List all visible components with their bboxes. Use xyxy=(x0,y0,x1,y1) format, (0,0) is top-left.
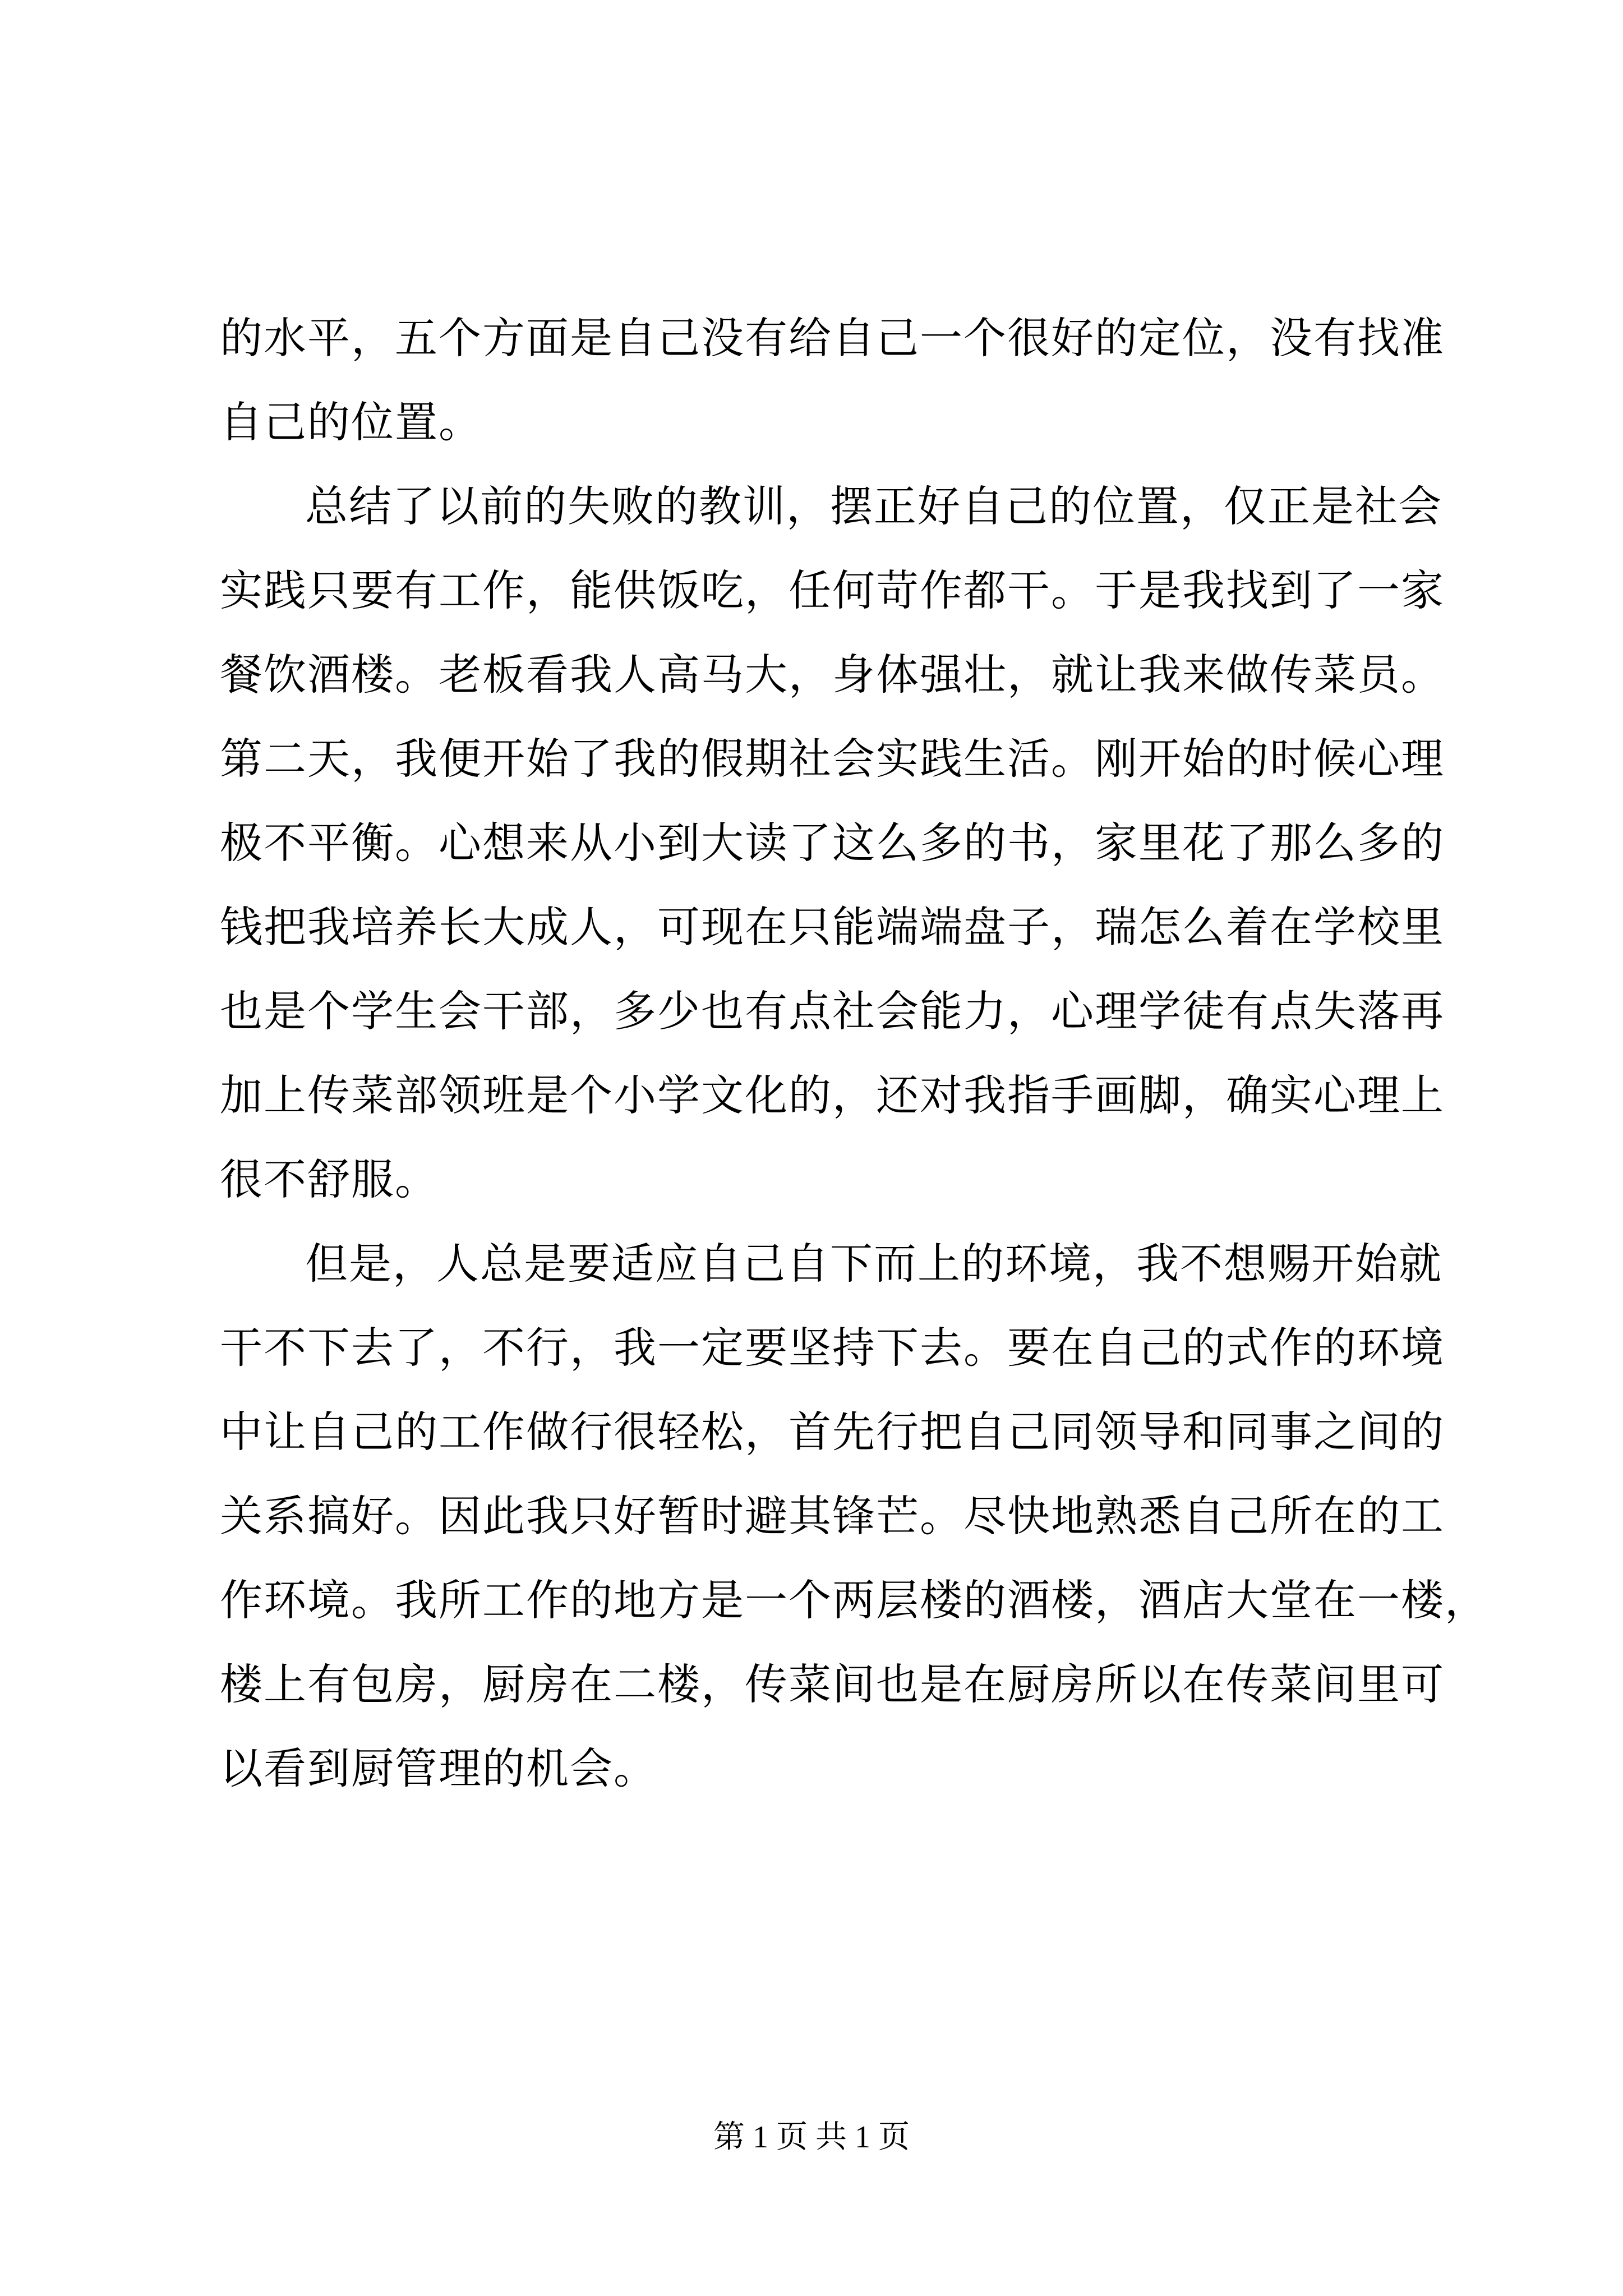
paragraph-start-line: 但是，人总是要适应自己自下而上的环境，我不想赐开始就 xyxy=(305,1239,1442,1289)
text-line: 加上传菜部领班是个小学文化的，还对我指手画脚，确实心理上 xyxy=(220,1070,1445,1120)
text-line: 餐饮酒楼。老板看我人高马大，身体强壮，就让我来做传菜员。 xyxy=(220,650,1445,700)
text-line: 很不舒服。 xyxy=(220,1154,439,1204)
text-line: 楼上有包房，厨房在二楼，传菜间也是在厨房所以在传菜间里可 xyxy=(220,1659,1445,1709)
text-line: 实践只要有工作，能供饭吃，任何苛作都干。于是我找到了一家 xyxy=(220,565,1445,615)
text-line: 也是个学生会干部，多少也有点社会能力，心理学徒有点失落再 xyxy=(220,986,1445,1036)
text-line: 第二天，我便开始了我的假期社会实践生活。刚开始的时候心理 xyxy=(220,734,1445,784)
text-line: 以看到厨管理的机会。 xyxy=(220,1743,657,1793)
paragraph-start-line: 总结了以前的失败的教训，摆正好自己的位置，仅正是社会 xyxy=(305,481,1442,531)
text-line: 关系搞好。因此我只好暂时避其锋芒。尽快地熟悉自己所在的工 xyxy=(220,1491,1445,1541)
text-line: 中让自己的工作做行很轻松，首先行把自己同领导和同事之间的 xyxy=(220,1407,1445,1457)
page-number-footer: 第 1 页 共 1 页 xyxy=(713,2120,910,2155)
text-line: 作环境。我所工作的地方是一个两层楼的酒楼，酒店大堂在一楼， xyxy=(220,1575,1488,1625)
text-line: 自己的位置。 xyxy=(220,397,482,447)
text-line: 干不下去了，不行，我一定要坚持下去。要在自己的式作的环境 xyxy=(220,1323,1445,1373)
text-line: 钱把我培养长大成人，可现在只能端端盘子，瑞怎么着在学校里 xyxy=(220,902,1445,952)
text-line: 极不平衡。心想来从小到大读了这么多的书，家里花了那么多的 xyxy=(220,818,1445,868)
text-line: 的水平，五个方面是自己没有给自己一个很好的定位，没有找准 xyxy=(220,313,1445,363)
